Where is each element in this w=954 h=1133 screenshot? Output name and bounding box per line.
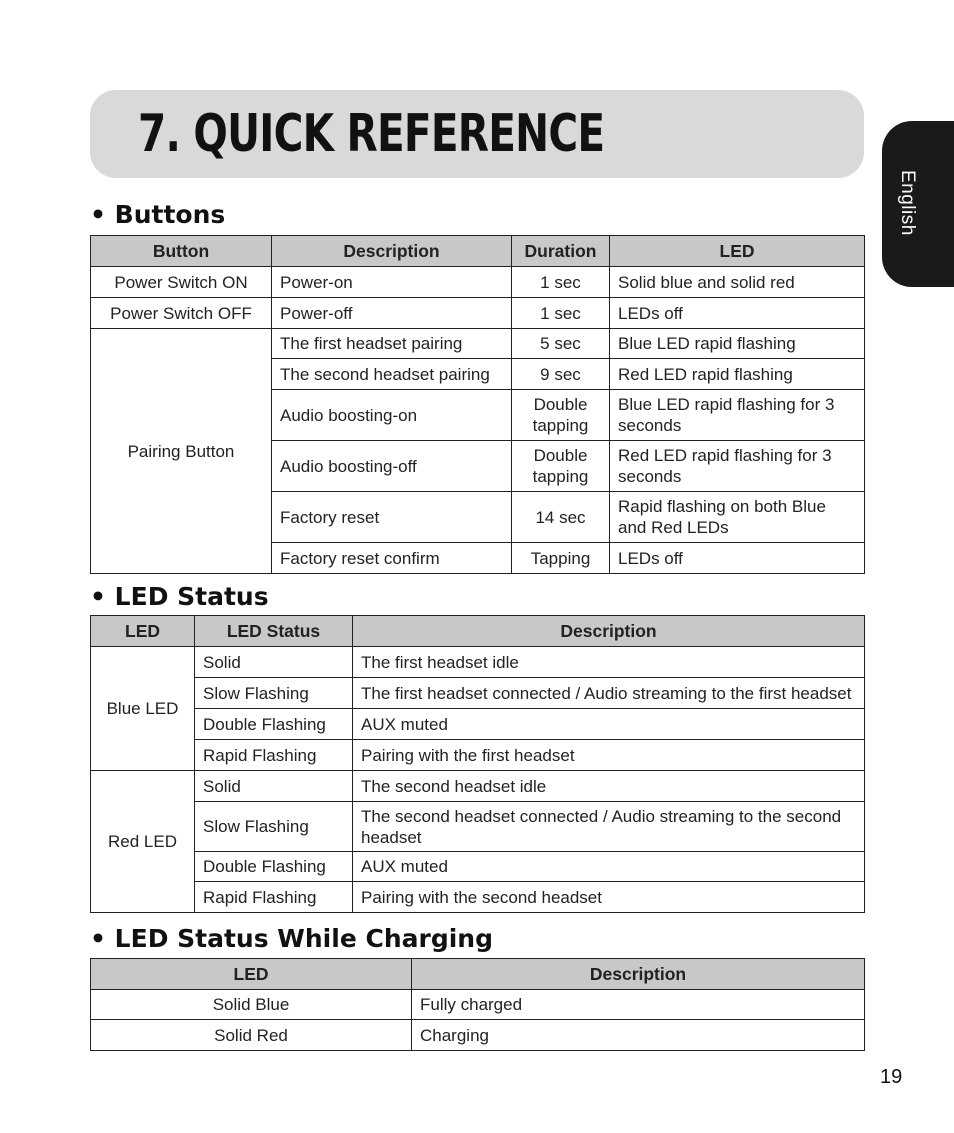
led-status-table	[90, 615, 865, 913]
led-cell: Blue LED rapid flashing for 3 seconds	[610, 390, 865, 441]
led-cell: Rapid flashing on both Blue and Red LEDs	[610, 492, 865, 543]
status-cell: Solid	[195, 647, 353, 678]
column-header: Description	[412, 959, 865, 990]
table-row	[91, 298, 865, 329]
button-cell: Power Switch OFF	[91, 298, 272, 329]
column-header: LED	[91, 959, 412, 990]
description-cell: Factory reset confirm	[272, 543, 512, 574]
description-cell: The first headset connected / Audio streaming to the first headset	[353, 678, 865, 709]
charging-table	[90, 958, 865, 1051]
led-cell: Solid Blue	[91, 990, 412, 1020]
led-cell: Blue LED	[91, 647, 195, 771]
table-header-row	[91, 959, 865, 990]
description-cell: The second headset idle	[353, 771, 865, 802]
column-header: Button	[91, 236, 272, 267]
duration-cell: Tapping	[512, 543, 610, 574]
led-status-heading: • LED Status	[90, 582, 269, 611]
description-cell: Fully charged	[412, 990, 865, 1020]
table-row	[91, 709, 865, 740]
led-cell: Red LED rapid flashing	[610, 359, 865, 390]
table-row	[91, 802, 865, 852]
column-header: LED	[610, 236, 865, 267]
led-cell: Solid blue and solid red	[610, 267, 865, 298]
description-cell: The first headset idle	[353, 647, 865, 678]
status-cell: Slow Flashing	[195, 802, 353, 852]
led-cell: LEDs off	[610, 298, 865, 329]
description-cell: AUX muted	[353, 709, 865, 740]
table-header-row	[91, 236, 865, 267]
description-cell: Factory reset	[272, 492, 512, 543]
table-header-row	[91, 616, 865, 647]
table-row	[91, 990, 865, 1020]
description-cell: Charging	[412, 1020, 865, 1051]
table-row	[91, 771, 865, 802]
charging-heading: • LED Status While Charging	[90, 924, 493, 953]
description-cell: Pairing with the second headset	[353, 882, 865, 913]
button-cell: Pairing Button	[91, 329, 272, 574]
duration-cell: Double tapping	[512, 390, 610, 441]
buttons-table	[90, 235, 865, 574]
table-row	[91, 882, 865, 913]
column-header: Description	[272, 236, 512, 267]
status-cell: Slow Flashing	[195, 678, 353, 709]
description-cell: AUX muted	[353, 852, 865, 882]
description-cell: Power-on	[272, 267, 512, 298]
buttons-heading: • Buttons	[90, 200, 226, 229]
column-header: Description	[353, 616, 865, 647]
duration-cell: 5 sec	[512, 329, 610, 359]
table-row	[91, 1020, 865, 1051]
language-tab-label: English	[897, 170, 918, 236]
description-cell: Pairing with the first headset	[353, 740, 865, 771]
description-cell: The second headset pairing	[272, 359, 512, 390]
description-cell: The second headset connected / Audio streaming to the second headset	[353, 802, 865, 852]
page-number: 19	[880, 1066, 903, 1088]
description-cell: Audio boosting-on	[272, 390, 512, 441]
duration-cell: 14 sec	[512, 492, 610, 543]
duration-cell: Double tapping	[512, 441, 610, 492]
column-header: LED	[91, 616, 195, 647]
description-cell: The first headset pairing	[272, 329, 512, 359]
column-header: Duration	[512, 236, 610, 267]
column-header: LED Status	[195, 616, 353, 647]
led-cell: Red LED rapid flashing for 3 seconds	[610, 441, 865, 492]
page-title: 7. QUICK REFERENCE	[138, 104, 605, 164]
description-cell: Power-off	[272, 298, 512, 329]
table-row	[91, 678, 865, 709]
status-cell: Double Flashing	[195, 709, 353, 740]
duration-cell: 1 sec	[512, 298, 610, 329]
table-row	[91, 267, 865, 298]
status-cell: Solid	[195, 771, 353, 802]
duration-cell: 9 sec	[512, 359, 610, 390]
status-cell: Double Flashing	[195, 852, 353, 882]
table-row	[91, 329, 865, 359]
status-cell: Rapid Flashing	[195, 740, 353, 771]
table-row	[91, 740, 865, 771]
description-cell: Audio boosting-off	[272, 441, 512, 492]
button-cell: Power Switch ON	[91, 267, 272, 298]
duration-cell: 1 sec	[512, 267, 610, 298]
led-cell: Red LED	[91, 771, 195, 913]
led-cell: Solid Red	[91, 1020, 412, 1051]
table-row	[91, 647, 865, 678]
status-cell: Rapid Flashing	[195, 882, 353, 913]
led-cell: Blue LED rapid flashing	[610, 329, 865, 359]
table-row	[91, 852, 865, 882]
led-cell: LEDs off	[610, 543, 865, 574]
